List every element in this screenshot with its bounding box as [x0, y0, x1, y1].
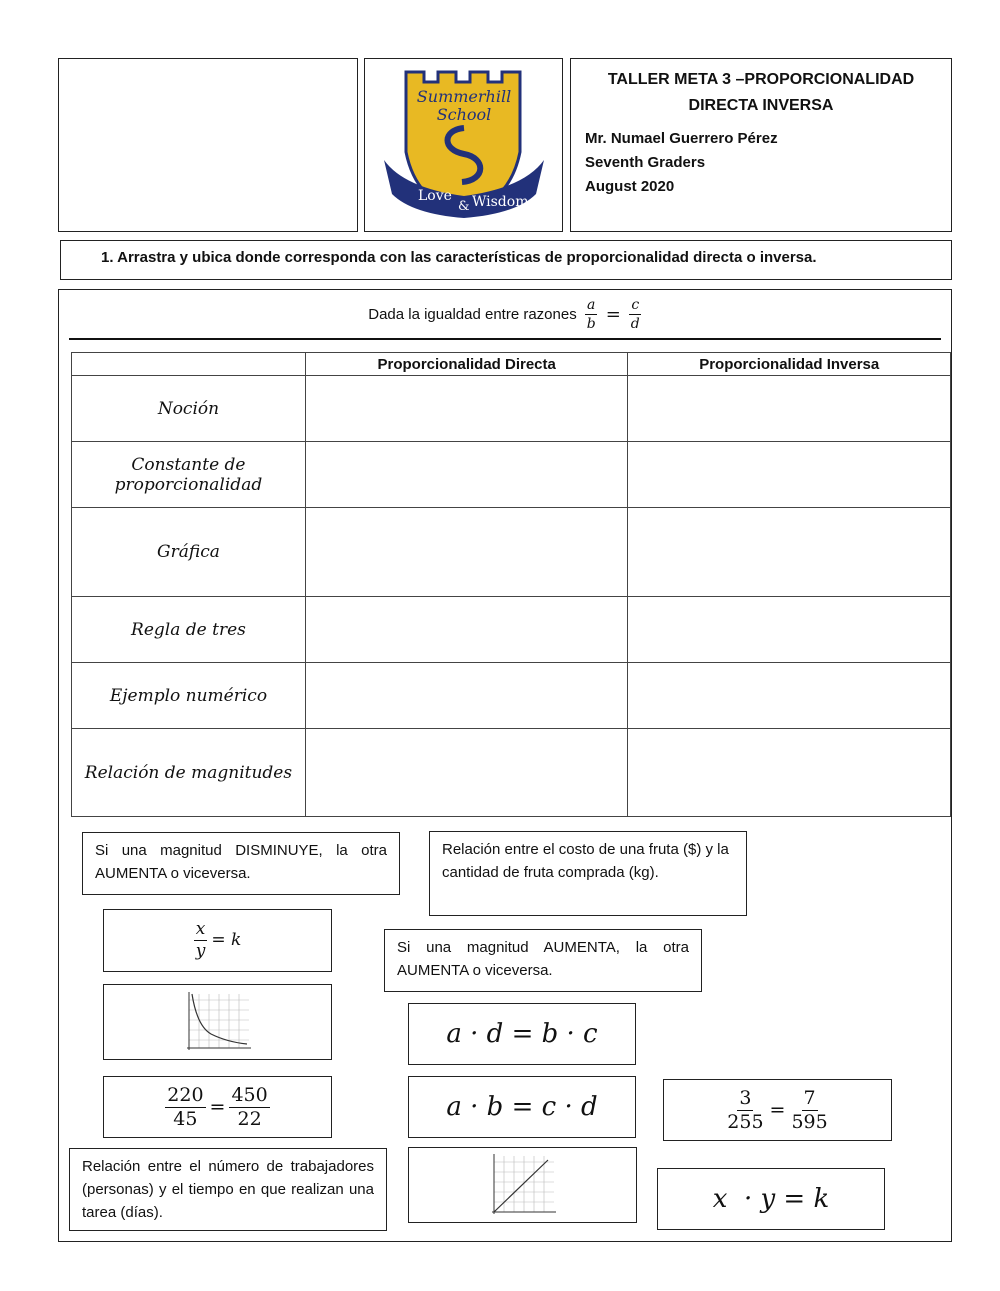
card-example-3-255[interactable]: $\frac{3}{255}$ = $\frac{7}{595}$ [663, 1079, 892, 1141]
row-label-constante: Constante de proporcionalidad [72, 442, 306, 508]
row-label-regla: Regla de tres [72, 597, 306, 663]
header-blank-box [58, 58, 358, 232]
card-ad-bc[interactable]: a · d = b · c [408, 1003, 636, 1065]
header-logo-box [364, 58, 563, 232]
card-inverse-graph[interactable] [103, 984, 332, 1060]
given-ratio-line: Dada la igualdad entre razones $\frac{a}{b}$ = $\frac{c}{d}$ [69, 290, 941, 340]
corner-cell [72, 353, 306, 376]
card-trabajadores[interactable]: Relación entre el número de trabajadores (personas) y el tiempo en que realizan una tarea (días). [69, 1148, 387, 1231]
drop-zone-inverse-regla[interactable] [628, 597, 951, 663]
drop-zone-direct-regla[interactable] [305, 597, 628, 663]
card-xy-product[interactable]: x · y = k [657, 1168, 885, 1230]
fraction-c-d: $\frac{c}{d}$ [630, 296, 640, 332]
classification-table [71, 352, 951, 817]
card-aumenta[interactable]: Si una magnitud AUMENTA, la otra AUMENTA o viceversa. [384, 929, 702, 992]
drop-zone-direct-grafica[interactable] [305, 508, 628, 597]
card-ab-cd[interactable]: a · b = c · d [408, 1076, 636, 1138]
fraction-a-b: $\frac{a}{b}$ [586, 296, 596, 332]
row-label-relacion: Relación de magnitudes [72, 729, 306, 817]
crest-motto-wisdom: Wisdom [472, 194, 529, 210]
grade-label: Seventh Graders [585, 154, 706, 171]
card-fruta[interactable]: Relación entre el costo de una fruta ($) y la cantidad de fruta comprada (kg). [429, 831, 747, 916]
card-x-over-y[interactable]: $\frac{x}{y}$ = k [103, 909, 332, 972]
worksheet-title-1: TALLER META 3 –PROPORCIONALIDAD [607, 71, 915, 88]
school-crest-icon [366, 60, 562, 230]
drop-zone-direct-relacion[interactable] [305, 729, 628, 817]
drop-zone-direct-nocion[interactable] [305, 376, 628, 442]
drop-zone-direct-ejemplo[interactable] [305, 663, 628, 729]
crest-text-1: Summerhill [416, 87, 512, 106]
card-disminuye[interactable]: Si una magnitud DISMINUYE, la otra AUMENTA o viceversa. [82, 832, 400, 895]
row-label-ejemplo: Ejemplo numérico [72, 663, 306, 729]
col-header-inverse: Proporcionalidad Inversa [628, 353, 951, 376]
crest-motto-love: Love [418, 188, 452, 204]
drop-zone-inverse-grafica[interactable] [628, 508, 951, 597]
drop-zone-inverse-nocion[interactable] [628, 376, 951, 442]
drop-zone-inverse-ejemplo[interactable] [628, 663, 951, 729]
card-direct-graph[interactable] [408, 1147, 637, 1223]
inverse-curve-graph-icon [183, 990, 253, 1054]
worksheet-title-2: DIRECTA INVERSA [688, 97, 834, 114]
card-example-220-45[interactable]: $\frac{220}{45}$ = $\frac{450}{22}$ [103, 1076, 332, 1138]
row-label-grafica: Gráfica [72, 508, 306, 597]
instruction-text: 1. Arrastra y ubica donde corresponda con las características de proporcionalidad directa o inversa. [60, 240, 952, 280]
drop-zone-direct-constante[interactable] [305, 442, 628, 508]
drop-zone-inverse-relacion[interactable] [628, 729, 951, 817]
header-info-box [570, 58, 952, 232]
given-text: Dada la igualdad entre razones [368, 305, 577, 323]
teacher-name: Mr. Numael Guerrero Pérez [585, 130, 778, 147]
crest-motto-amp: & [458, 199, 470, 214]
drop-zone-inverse-constante[interactable] [628, 442, 951, 508]
direct-line-graph-icon [488, 1152, 558, 1218]
crest-text-2: School [436, 105, 492, 124]
col-header-direct: Proporcionalidad Directa [305, 353, 628, 376]
row-label-nocion: Noción [72, 376, 306, 442]
date-label: August 2020 [585, 178, 675, 195]
